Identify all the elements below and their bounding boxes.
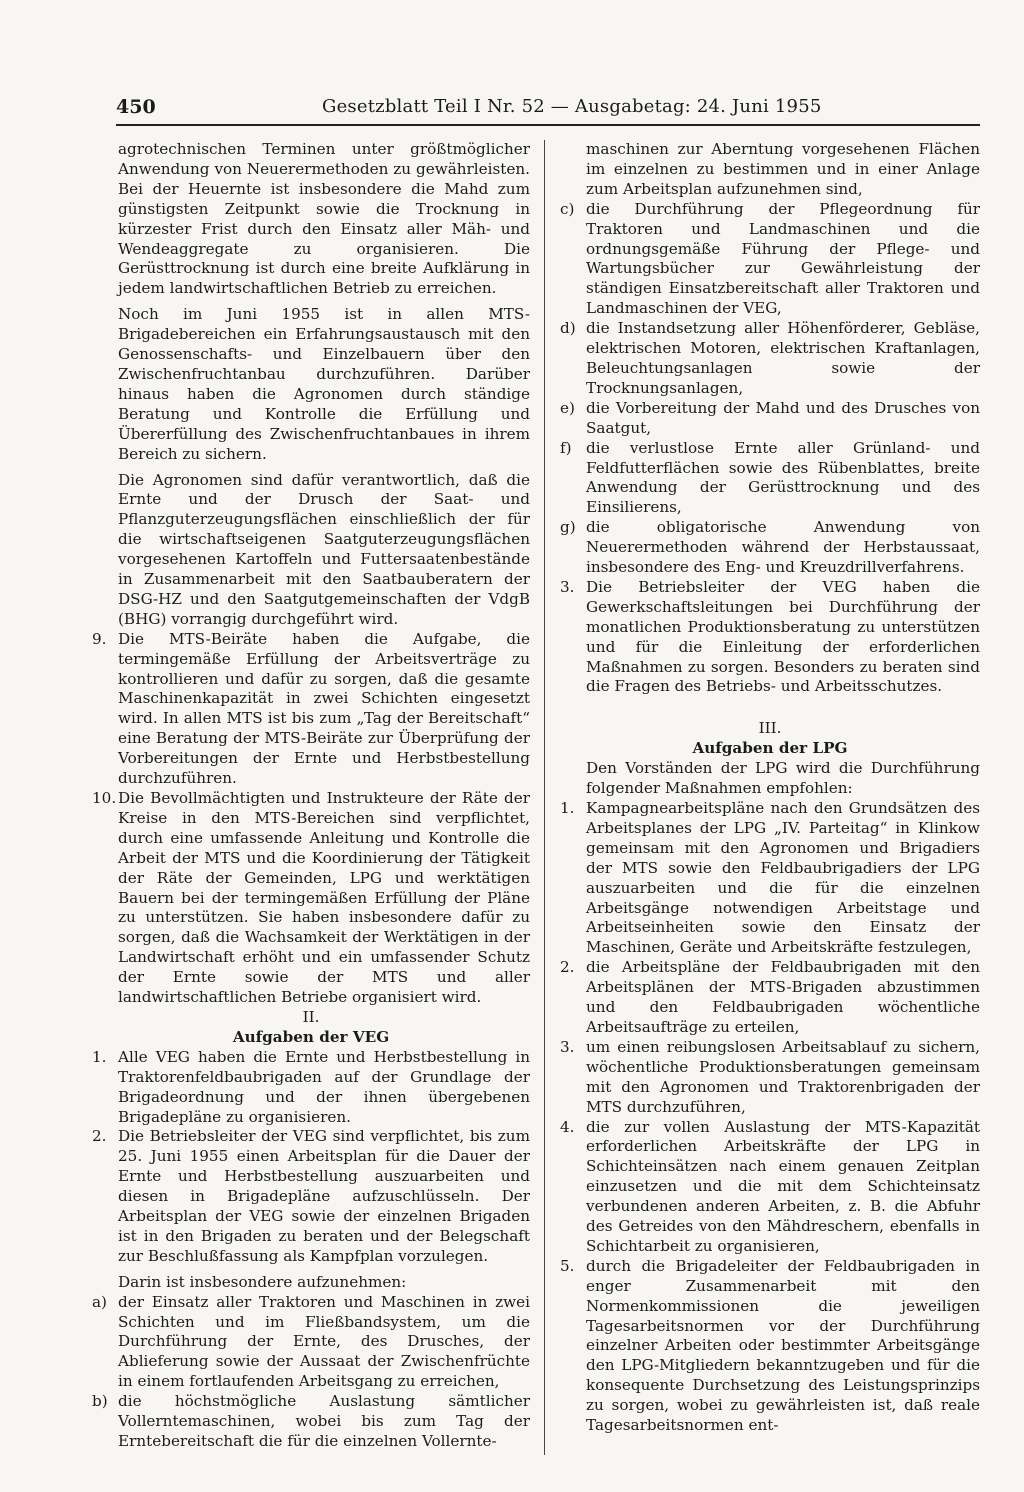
item-number: 5. <box>560 1256 575 1275</box>
column-divider <box>544 140 545 1455</box>
item-number: 4. <box>560 1117 575 1136</box>
item-text: Die Betriebsleiter der VEG sind verpflichtet, bis zum 25. Juni 1955 einen Arbeitsplan für die Dauer der Ernte und Herbstbestellung auszuarbeiten und diesen in Brigadepläne aufzuschlüsseln. Der Arbeitsplan der VEG sowie der einzelnen Brigaden ist in den Brigaden zu beraten und der Belegschaft zur Beschlußfassung als Kampfplan vorzulegen. <box>118 1127 530 1265</box>
section-heading: Aufgaben der LPG <box>692 739 848 758</box>
page-number: 450 <box>116 96 156 118</box>
item-number: 10. <box>92 789 117 807</box>
sub-item-a <box>92 1293 530 1393</box>
item-number: 1. <box>92 1047 107 1066</box>
item-letter: d) <box>560 319 576 338</box>
item-number: 3. <box>560 577 575 596</box>
lpg-item-5 <box>560 1257 980 1436</box>
item-text: um einen reibungslosen Arbeitsablauf zu sichern, wöchentliche Produktionsberatungen gemeinsam mit den Agronomen und Traktorenbrigaden der MTS durchzuführen, <box>586 1037 980 1116</box>
page-header <box>116 96 980 126</box>
item-text: der Einsatz aller Traktoren und Maschinen in zwei Schichten und im Fließbandsystem, um die Durchführung der Ernte, des Drusches, der Ablieferung sowie der Aussaat der Zwischenfrüchte in einem fortlaufenden Arbeitsgang zu erreichen, <box>118 1292 530 1391</box>
item-letter: e) <box>560 398 575 417</box>
sub-item-c <box>560 200 980 319</box>
item-text: die Instandsetzung aller Höhenförderer, Gebläse, elektrischen Motoren, elektrischen Kraftanlagen, Beleuchtungsanlagen sowie der Trocknungsanlagen, <box>586 319 980 397</box>
veg-item-3 <box>560 578 980 697</box>
item-text: die obligatorische Anwendung von Neuerermethoden während der Herbstaussaat, insbesondere des Eng- und Kreuzdrillverfahrens. <box>586 518 980 577</box>
veg-item-1 <box>92 1048 530 1128</box>
lpg-item-1 <box>560 799 980 958</box>
item-number: 3. <box>560 1037 575 1056</box>
left-column <box>92 140 530 1452</box>
section-number: II. <box>302 1007 320 1026</box>
item-text: die Durchführung der Pflegeordnung für Traktoren und Landmaschinen und die ordnungsgemäße Führung der Pflege- und Wartungsbücher zur Gewährleistung der ständigen Einsatzbereitschaft aller Traktoren und Landmaschinen der VEG, <box>586 199 980 318</box>
sub-item-d <box>560 319 980 399</box>
item-text: die verlustlose Ernte aller Grünland- und Feldfutterflächen sowie des Rübenblattes, breite Anwendung der Gerüsttrocknung und des Einsilierens, <box>586 438 980 517</box>
numbered-item-10 <box>92 789 530 1008</box>
lpg-item-2 <box>560 958 980 1038</box>
sub-item-b <box>92 1392 530 1452</box>
right-column <box>560 140 980 1436</box>
sub-item-e <box>560 399 980 439</box>
paragraph: Die Agronomen sind dafür verantwortlich, daß die Ernte und der Drusch der Saat- und Pflanzguterzeugungsflächen einschließlich der für die wirtschaftseigenen Saatguterzeugungsflächen vorgesehenen Kartoffeln und Futtersaatenbestände in Zusammenarbeit mit den Saatbauberatern der DSG-HZ und den Saatgutgemeinschaften der VdgB (BHG) vorrangig durchgeführt wird. <box>118 470 530 628</box>
item-letter: f) <box>560 438 572 457</box>
item-text: die zur vollen Auslastung der MTS-Kapazität erforderlichen Arbeitskräfte der LPG in Schichteinsätzen nach einem genauen Zeitplan einzusetzen und die mit dem Schichteinsatz verbundenen anderen Arbeiten, z. B. die Abfuhr des Getreides von den Mähdreschern, ebenfalls in Schichtarbeit zu organisieren, <box>586 1117 980 1255</box>
item-text: die höchstmögliche Auslastung sämtlicher Vollerntemaschinen, wobei bis zum Tag der Erntebereitschaft die für die einzelnen Vollernte- <box>118 1392 530 1450</box>
item-text: die Vorbereitung der Mahd und des Drusches von Saatgut, <box>586 398 980 437</box>
lpg-item-4 <box>560 1118 980 1257</box>
section-intro: Den Vorständen der LPG wird die Durchführung folgender Maßnahmen empfohlen: <box>586 759 980 798</box>
continued-paragraph: agrotechnischen Terminen unter größtmöglicher Anwendung von Neuerermethoden zu gewährleisten. Bei der Heuernte ist insbesondere die Mahd zum günstigsten Zeitpunkt sowie die Trocknung in kürzester Frist durch den Einsatz aller Mäh- und Wendeaggregate zu organisieren. Die Gerüsttrocknung ist durch eine breite Aufklärung in jedem landwirtschaftlichen Betrieb zu erreichen. <box>118 140 530 298</box>
item-text: Kampagnearbeitspläne nach den Grundsätzen des Arbeitsplanes der LPG „IV. Parteitag“ in Klinkow gemeinsam mit den Agronomen und Brigadiers der MTS sowie den Feldbaubrigadiers der LPG auszuarbeiten und die für die einzelnen Arbeitsgänge notwendigen Arbeitstage und Arbeitseinheiten sowie den Einsatz der Maschinen, Geräte und Arbeitskräfte festzulegen, <box>586 799 980 957</box>
item-text: Die Betriebsleiter der VEG haben die Gewerkschaftsleitungen bei Durchführung der monatlichen Produktionsberatung zu unterstützen und für die Einleitung der erforderlichen Maßnahmen zu sorgen. Besonders zu beraten sind die Fragen des Betriebs- und Arbeitsschutzes. <box>586 577 980 696</box>
item-text: die Arbeitspläne der Feldbaubrigaden mit den Arbeitsplänen der MTS-Brigaden abzustimmen und den Feldbaubrigaden wöchentliche Arbeitsaufträge zu erteilen, <box>586 958 980 1036</box>
item-letter: c) <box>560 199 575 218</box>
item-letter: b) <box>92 1392 108 1411</box>
item-letter: g) <box>560 518 576 537</box>
section-number: III. <box>758 719 782 738</box>
item-text: Die MTS-Beiräte haben die Aufgabe, die termingemäße Erfüllung der Arbeitsverträge zu kontrollieren und dafür zu sorgen, daß die gesamte Maschinenkapazität in zwei Schichten eingesetzt wird. In allen MTS ist bis zum „Tag der Bereitschaft“ eine Beratung der MTS-Beiräte zur Überprüfung der Vorbereitungen der Ernte und Herbstbestellung durchzuführen. <box>118 629 530 788</box>
item-letter: a) <box>92 1292 107 1311</box>
item-text: Alle VEG haben die Ernte und Herbstbestellung in Traktorenfeldbaubrigaden auf der Grundlage der Brigadeordnung und der ihnen übergebenen Brigadepläne zu organisieren. <box>118 1047 530 1126</box>
numbered-item-9 <box>92 630 530 789</box>
sub-item-g <box>560 518 980 578</box>
section-heading: Aufgaben der VEG <box>232 1027 390 1046</box>
item-number: 2. <box>560 958 575 977</box>
continued-sub-item: maschinen zur Aberntung vorgesehenen Flächen im einzelnen zu bestimmen und in einer Anlage zum Arbeitsplan aufzunehmen sind, <box>586 140 980 198</box>
item-text: durch die Brigadeleiter der Feldbaubrigaden in enger Zusammenarbeit mit den Normenkommissionen die jeweiligen Tagesarbeitsnormen vor der Durchführung einzelner Arbeiten oder bestimmter Arbeitsgänge den LPG-Mitgliedern bekanntzugeben und für die konsequente Durchsetzung des Leistungsprinzips zu sorgen, wobei zu gewährleisten ist, daß reale Tagesarbeitsnormen ent- <box>586 1256 980 1435</box>
sub-item-f <box>560 439 980 519</box>
paragraph: Noch im Juni 1955 ist in allen MTS-Brigadebereichen ein Erfahrungsaustausch mit den Genossenschafts- und Einzelbauern über den Zwischenfruchtanbau durchzuführen. Darüber hinaus haben die Agronomen durch ständige Beratung und Kontrolle die Erfüllung und Übererfüllung des Zwischenfruchtanbaues in ihrem Bereich zu sichern. <box>118 305 530 463</box>
list-intro: Darin ist insbesondere aufzunehmen: <box>118 1272 407 1291</box>
item-number: 9. <box>92 629 107 648</box>
lpg-item-3 <box>560 1038 980 1118</box>
header-title: Gesetzblatt Teil I Nr. 52 — Ausgabetag: 24. Juni 1955 <box>322 96 822 117</box>
item-number: 2. <box>92 1127 107 1146</box>
item-number: 1. <box>560 799 575 817</box>
item-text: Die Bevollmächtigten und Instrukteure der Räte der Kreise in den MTS-Bereichen sind verpflichtet, durch eine umfassende Anleitung und Kontrolle die Arbeit der MTS und die Koordinierung der Tätigkeit der Räte der Gemeinden, LPG und werktätigen Bauern bei der termingemäßen Erfüllung der Pläne zu unterstützen. Sie haben insbesondere dafür zu sorgen, daß die Wachsamkeit der Werktätigen in der Landwirtschaft erhöht und ein umfassender Schutz der Ernte sowie der MTS und aller landwirtschaftlichen Betriebe organisiert wird. <box>118 789 530 1007</box>
veg-item-2 <box>92 1127 530 1266</box>
